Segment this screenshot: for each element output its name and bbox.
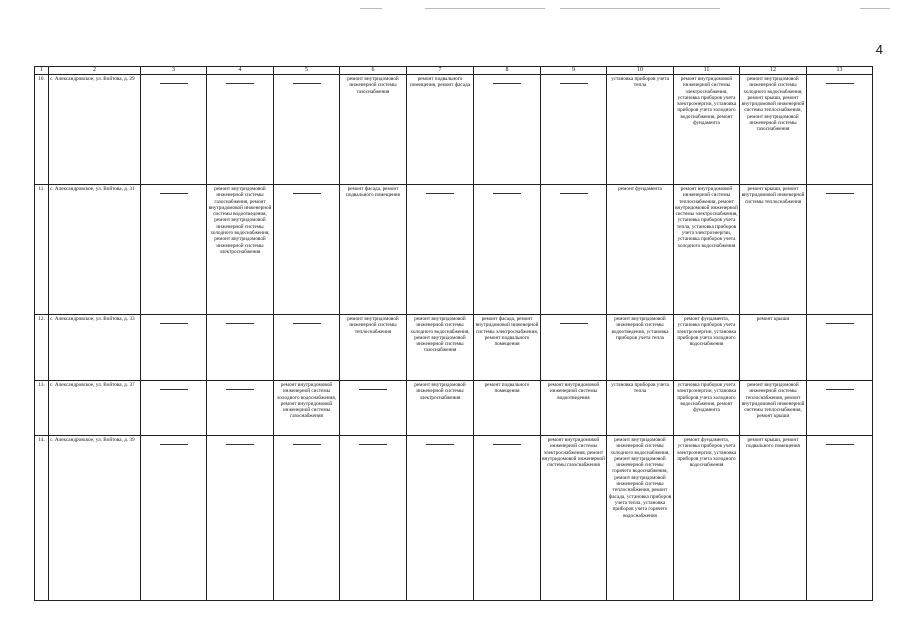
column-header: 5 [274, 67, 340, 75]
work-cell: ремонт подвального помещения [474, 381, 541, 436]
empty-cell [207, 381, 274, 436]
dash-mark [226, 389, 254, 390]
work-cell: установка приборов учета электроэнергии, установка приборов учета холодного водоснабжения, ремонт фундамента [674, 381, 740, 436]
empty-cell [340, 436, 407, 601]
dash-mark [826, 444, 854, 445]
empty-cell [207, 315, 274, 381]
empty-cell [541, 315, 607, 381]
address-cell: с. Александровское, ул. Войтова, д. 29 [49, 75, 141, 185]
work-cell: ремонт внутридомовой инженерной системы холодного водоснабжения, ремонт внутридомовой инженерной системы горячего водоснабжения, ремонт внутридомовой инженерной системы теплоснабжения, ремонт фасада, установка приборов учета тепла, установка приборов учета горячего водоснабжения [607, 436, 674, 601]
dash-mark [426, 444, 454, 445]
work-cell: ремонт внутридомовой инженерной системы холодного водоснабжения, ремонт внутридомовой инженерной системы газоснабжения [274, 381, 340, 436]
empty-cell [807, 75, 873, 185]
empty-cell [141, 436, 207, 601]
column-header: 8 [474, 67, 541, 75]
work-cell: ремонт фасада, ремонт внутридомовой инженерной системы электроснабжения, ремонт подвального помещения [474, 315, 541, 381]
header-row [35, 67, 873, 75]
column-header: 12 [740, 67, 807, 75]
work-cell: ремонт внутридомовой инженерной системы теплоснабжения, ремонт внутридомовой инженерной системы электроснабжения, установка приборов учета тепла, установка приборов учета электроэнергии, установка приборов учета холодного водоснабжения [674, 185, 740, 315]
column-header: 13 [807, 67, 873, 75]
dash-mark [293, 444, 321, 445]
column-header: 7 [407, 67, 474, 75]
dash-mark [160, 323, 188, 324]
row-number: 11. [35, 185, 49, 315]
table-row [35, 381, 873, 436]
row-number: 10. [35, 75, 49, 185]
dash-mark [226, 323, 254, 324]
empty-cell [141, 315, 207, 381]
empty-cell [474, 436, 541, 601]
empty-cell [340, 381, 407, 436]
dash-mark [293, 323, 321, 324]
table-row [35, 315, 873, 381]
work-cell: ремонт внутридомовой инженерной системы электроснабжения, ремонт внутридомовой инженерной системы газоснабжения [541, 436, 607, 601]
dash-mark [160, 444, 188, 445]
dash-mark [359, 444, 387, 445]
empty-cell [474, 185, 541, 315]
dash-mark [560, 83, 588, 84]
work-cell: ремонт внутридомовой инженерной системы теплоснабжения [340, 315, 407, 381]
dash-mark [493, 193, 521, 194]
row-number: 12. [35, 315, 49, 381]
dash-mark [426, 193, 454, 194]
dash-mark [826, 83, 854, 84]
dash-mark [160, 83, 188, 84]
table-row [35, 75, 873, 185]
address-cell: с. Александровское, ул. Войтова, д. 33 [49, 315, 141, 381]
work-cell: ремонт подвального помещения, ремонт фасада [407, 75, 474, 185]
work-cell: ремонт внутридомовой инженерной системы теплоснабжения, ремонт внутридомовой инженерной системы теплоснабжения, ремонт крыши [740, 381, 807, 436]
work-cell: ремонт внутридомовой инженерной системы холодного водоснабжения, ремонт внутридомовой инженерной системы газоснабжения [407, 315, 474, 381]
empty-cell [807, 315, 873, 381]
dash-mark [359, 389, 387, 390]
dash-mark [560, 193, 588, 194]
dash-mark [293, 193, 321, 194]
dash-mark [226, 83, 254, 84]
empty-cell [541, 75, 607, 185]
empty-cell [474, 75, 541, 185]
work-cell: ремонт крыши, ремонт подвального помещения [740, 436, 807, 601]
column-header: 11 [674, 67, 740, 75]
work-cell: ремонт внутридомовой инженерной системы холодного водоснабжения, ремонт крыши, ремонт внутридомовой инженерной системы теплоснабжения, ремонт внутридомовой инженерной системы газоснабжения [740, 75, 807, 185]
empty-cell [274, 75, 340, 185]
empty-cell [141, 381, 207, 436]
dash-mark [493, 444, 521, 445]
column-header: 4 [207, 67, 274, 75]
address-cell: с. Александровское, ул. Войтова, д. 31 [49, 185, 141, 315]
empty-cell [274, 436, 340, 601]
dash-mark [826, 193, 854, 194]
work-cell: ремонт крыши [740, 315, 807, 381]
column-header: 6 [340, 67, 407, 75]
work-cell: ремонт фундамента [607, 185, 674, 315]
work-cell: установка приборов учета тепла [607, 75, 674, 185]
column-header: 2 [49, 67, 141, 75]
work-cell: ремонт внутридомовой инженерной системы водоотведения [541, 381, 607, 436]
dash-mark [160, 193, 188, 194]
empty-cell [141, 185, 207, 315]
dash-mark [826, 389, 854, 390]
empty-cell [541, 185, 607, 315]
empty-cell [207, 436, 274, 601]
row-number: 13. [35, 381, 49, 436]
empty-cell [807, 436, 873, 601]
work-cell: ремонт внутридомовой инженерной системы электроснабжения, установка приборов учета электроэнергии, установка приборов учета холодного водоснабжения, ремонт фундамента [674, 75, 740, 185]
works-table [34, 66, 873, 601]
work-cell: ремонт внутридомовой инженерной системы газоснабжения [340, 75, 407, 185]
work-cell: ремонт крыши, ремонт внутридомовой инженерной системы теплоснабжения [740, 185, 807, 315]
empty-cell [274, 185, 340, 315]
empty-cell [207, 75, 274, 185]
column-header: 10 [607, 67, 674, 75]
column-header: 9 [541, 67, 607, 75]
empty-cell [274, 315, 340, 381]
column-header: 1 [35, 67, 49, 75]
empty-cell [807, 185, 873, 315]
dash-mark [560, 323, 588, 324]
work-cell: ремонт фундамента, установка приборов учета электроэнергии, установка приборов учета холодного водоснабжения [674, 315, 740, 381]
empty-cell [407, 185, 474, 315]
dash-mark [493, 83, 521, 84]
address-cell: с. Александровское, ул. Войтова, д. 39 [49, 436, 141, 601]
address-cell: с. Александровское, ул. Войтова, д. 37 [49, 381, 141, 436]
work-cell: ремонт фундамента, установка приборов учета электроэнергии, установка приборов учета холодного водоснабжения [674, 436, 740, 601]
dash-mark [293, 83, 321, 84]
table-row [35, 436, 873, 601]
dash-mark [160, 389, 188, 390]
empty-cell [807, 381, 873, 436]
dash-mark [226, 444, 254, 445]
empty-cell [141, 75, 207, 185]
row-number: 14. [35, 436, 49, 601]
work-cell: ремонт внутридомовой инженерной системы водоотведения, установка приборов учета тепла [607, 315, 674, 381]
empty-cell [407, 436, 474, 601]
page-number: 4 [875, 42, 883, 57]
work-cell: ремонт внутридомовой инженерной системы электроснабжения [407, 381, 474, 436]
work-cell: установка приборов учета тепла [607, 381, 674, 436]
work-cell: ремонт фасада, ремонт подвального помещения [340, 185, 407, 315]
column-header: 3 [141, 67, 207, 75]
table-row [35, 185, 873, 315]
dash-mark [826, 323, 854, 324]
work-cell: ремонт внутридомовой инженерной системы газоснабжения, ремонт внутридомовой инженерной системы водоотведения, ремонт внутридомовой инженерной системы холодного водоснабжения, ремонт внутридомовой инженерной системы электроснабжения [207, 185, 274, 315]
